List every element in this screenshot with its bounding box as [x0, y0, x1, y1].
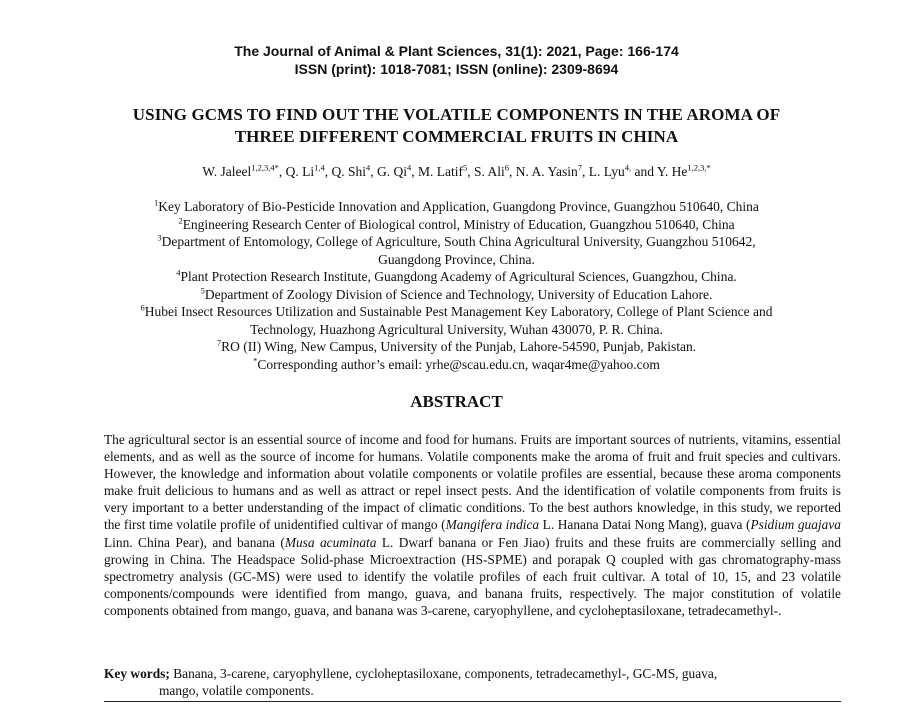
author-separator: ,	[411, 164, 419, 179]
journal-issn: ISSN (print): 1018-7081; ISSN (online): 2309-8694	[294, 61, 619, 77]
keywords-line-1: Banana, 3-carene, caryophyllene, cycloheptasiloxane, components, tetradecamethyl-, GC-MS, guava,	[169, 666, 718, 681]
abstract-segment: Linn. China Pear), and banana (	[104, 534, 285, 550]
affiliation-list	[110, 198, 803, 373]
abstract-segment: The agricultural sector is an essential source of income and food for humans. Fruits are important sources of nutrients, vitamins, essential elements, and as well as the source of income for humans. Volatile components make the aroma of fruit and fruit species and cultivars. However, the knowledge and information about volatile components or volatile profiles are essential, because these aroma components make fruit delicious to humans and as well as attract or repel insect pests. And the identification of volatile components from fruits is very important to a better understanding of the impact of climatic conditions. To the best authors knowledge, in this study, we reported the first time volatile profile of unidentified cultivar of mango (	[104, 432, 841, 533]
affiliation-line	[110, 198, 803, 216]
abstract-text	[104, 431, 841, 619]
affiliation-line	[110, 268, 803, 286]
affiliation-marker: 5	[200, 285, 205, 295]
affiliation-line	[110, 356, 803, 374]
affiliation-line	[110, 233, 803, 251]
author-affiliation-marker: 5	[463, 162, 468, 173]
author-affiliation-marker: 7	[577, 162, 582, 173]
author-separator: ,	[467, 164, 475, 179]
affiliation-marker: 1	[154, 197, 159, 208]
author-name: N. A. Yasin	[515, 164, 578, 179]
author-affiliation-marker: 4,	[624, 162, 632, 173]
affiliation-line	[110, 303, 803, 321]
author-name: Q. Shi	[331, 164, 367, 179]
affiliation-text: RO (II) Wing, New Campus, University of the Punjab, Lahore-54590, Punjab, Pakistan.	[221, 339, 697, 354]
species-name: Musa acuminata	[284, 534, 377, 550]
species-name: Psidium guajava	[750, 517, 841, 533]
affiliation-text: Guangdong Province, China.	[378, 251, 535, 267]
affiliation-text: Plant Protection Research Institute, Guangdong Academy of Agricultural Sciences, Guangzhou, China.	[180, 269, 737, 284]
author-name: S. Ali	[474, 164, 505, 179]
abstract-heading: ABSTRACT	[410, 392, 503, 411]
affiliation-marker: 2	[178, 215, 183, 225]
author-name: G. Qi	[377, 164, 408, 179]
affiliation-text: Department of Entomology, College of Agriculture, South China Agricultural University, Guangzhou 510642,	[161, 234, 756, 249]
author-separator: ,	[324, 164, 332, 179]
affiliation-line	[110, 338, 803, 356]
author-affiliation-marker: 1,2,3,*	[687, 162, 711, 173]
paper-title-line-1: USING GCMS TO FIND OUT THE VOLATILE COMPONENTS IN THE AROMA OF	[132, 105, 781, 124]
author-name: L. Lyu	[588, 164, 625, 179]
paper-title	[60, 104, 853, 148]
author-affiliation-marker: 1,4	[314, 162, 325, 173]
author-separator: and	[631, 164, 657, 179]
affiliation-text: Engineering Research Center of Biological control, Ministry of Education, Guangzhou 510640, China	[182, 216, 735, 232]
paper-title-line-2: THREE DIFFERENT COMMERCIAL FRUITS IN CHINA	[234, 127, 679, 146]
author-affiliation-marker: 1,2,3,4*	[251, 162, 279, 173]
affiliation-line	[110, 321, 803, 339]
affiliation-marker: 4	[176, 267, 181, 278]
journal-citation: The Journal of Animal & Plant Sciences, 31(1): 2021, Page: 166-174	[234, 43, 679, 59]
author-name: Y. He	[656, 164, 688, 179]
affiliation-line	[110, 251, 803, 269]
affiliation-marker: *	[253, 355, 258, 365]
author-name: W. Jaleel	[202, 164, 252, 179]
keywords	[104, 665, 841, 699]
affiliation-marker: 7	[216, 337, 222, 348]
affiliation-text: Department of Zoology Division of Science and Technology, University of Education Lahore.	[204, 286, 713, 302]
author-affiliation-marker: 6	[504, 162, 510, 173]
affiliation-marker: 3	[157, 232, 162, 243]
affiliation-text: Corresponding author’s email: yrhe@scau.edu.cn, waqar4me@yahoo.com	[257, 356, 660, 372]
author-separator: ,	[278, 164, 286, 179]
author-affiliation-marker: 4	[407, 162, 412, 173]
author-name: M. Latif	[418, 164, 464, 179]
author-list	[0, 163, 913, 181]
affiliation-line	[110, 216, 803, 234]
author-separator: ,	[370, 164, 378, 179]
author-separator: ,	[509, 164, 516, 179]
author-name: Q. Li	[285, 164, 315, 179]
affiliation-marker: 6	[140, 302, 145, 313]
affiliation-line	[110, 286, 803, 304]
affiliation-text: Key Laboratory of Bio-Pesticide Innovation and Application, Guangdong Province, Guangzhou 510640, China	[158, 199, 759, 214]
keywords-label: Key words;	[104, 666, 170, 681]
author-affiliation-marker: 4	[366, 162, 371, 173]
author-separator: ,	[581, 164, 589, 179]
footer-divider	[104, 701, 841, 702]
abstract-segment: L. Dwarf banana or Fen Jiao) fruits and these fruits are commercially selling and growing in China. The Headspace Solid-phase Microextraction (HS-SPME) and porapak Q coupled with gas chromatography-mass spectrometry analysis (GC-MS) were used to identify the volatile profiles of each fruit cultivar. A total of 10, 15, and 23 volatile components/compounds were identified from mango, guava, and banana fruits, respectively. The major constitution of volatile components obtained from mango, guava, and banana was 3-carene, caryophyllene, and cycloheptasiloxane, tetradecamethyl-.	[104, 534, 842, 618]
abstract-segment: L. Hanana Datai Nong Mang), guava (	[539, 517, 751, 533]
species-name: Mangifera indica	[445, 517, 540, 533]
keywords-line-2: mango, volatile components.	[159, 683, 314, 699]
affiliation-text: Technology, Huazhong Agricultural University, Wuhan 430070, P. R. China.	[250, 321, 663, 337]
affiliation-text: Hubei Insect Resources Utilization and Sustainable Pest Management Key Laboratory, College of Plant Science and	[144, 304, 773, 319]
